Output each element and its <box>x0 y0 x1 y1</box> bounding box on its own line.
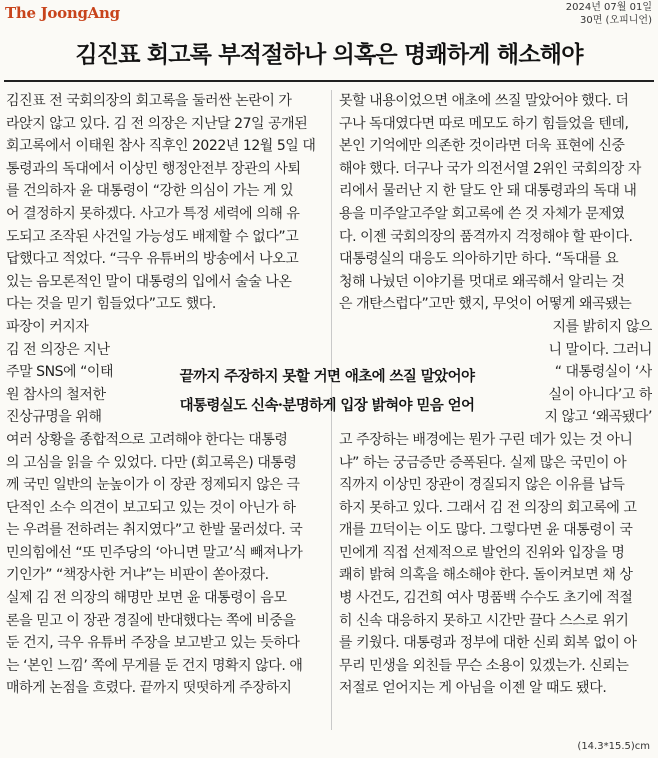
text-line: 해야 했다. 더구나 국가 의전서열 2위인 국회의장 자 <box>339 160 641 177</box>
text-line: 개를 끄덕이는 이도 많다. 그렇다면 윤 대통령이 국 <box>339 522 633 539</box>
text-line: 진상규명을 위해 <box>6 409 102 426</box>
text-line: 매하게 논점을 흐렸다. 끝까지 떳떳하게 주장하지 <box>6 680 292 697</box>
text-line: 민의힘에선 “또 민주당의 ‘아니면 말고’식 빼져나가 <box>6 544 303 561</box>
text-line: 기인가” “책장사한 거냐”는 비판이 쏟아졌다. <box>6 567 269 584</box>
publish-date: 2024년 07월 01일 <box>565 2 652 13</box>
left-block-a <box>6 90 324 316</box>
text-line: 저절로 얻어지는 게 아님을 이젠 알 때도 됐다. <box>339 680 607 697</box>
text-line: 다. 이젠 국회의장의 품격까지 걱정해야 할 판이다. <box>339 228 633 245</box>
text-line: 께 국민 일반의 눈높이가 이 장관 정제되지 않은 극 <box>6 477 300 494</box>
text-line: 의 고심을 읽을 수 있었다. 다만 (회고록은) 대통령 <box>6 454 297 471</box>
text-line: 쾌히 밝혀 의혹을 해소해야 한다. 돌이켜보면 채 상 <box>339 567 633 584</box>
text-line: 대통령실의 대응도 의아하기만 하다. “독대를 요 <box>339 251 619 268</box>
text-line: 민에게 직접 선제적으로 발언의 진위와 입장을 명 <box>339 544 625 561</box>
text-line: 를 건의하자 윤 대통령이 “강한 의심이 가는 게 있 <box>6 183 294 200</box>
text-line: 라앉지 않고 있다. 김 전 의장은 지난달 27일 공개된 <box>6 115 308 132</box>
text-line: 청해 나눴던 이야기를 멋대로 왜곡해서 알리는 것 <box>339 273 625 290</box>
text-line: 니 말이다. 그러니 <box>548 341 652 358</box>
text-line: 주말 SNS에 “이태 <box>6 364 114 381</box>
masthead <box>0 0 658 30</box>
dateline <box>566 1 652 27</box>
text-line: “ 대통령실이 ‘사 <box>554 364 652 381</box>
pull-quote-line-2: 대통령실도 신속·분명하게 입장 밝혀야 믿음 얻어 <box>179 397 475 414</box>
text-line: 못할 내용이었으면 애초에 쓰질 말았어야 했다. 더 <box>339 93 629 109</box>
left-block-c <box>6 429 324 700</box>
pull-quote <box>150 362 504 420</box>
headline-rule <box>4 80 654 82</box>
text-line: 는 ‘본인 느낌’ 쪽에 무게를 둔 건지 명확지 않다. 애 <box>6 657 303 674</box>
newspaper-logo: The JoongAng <box>5 4 120 22</box>
text-line: 를 키웠다. 대통령과 정부에 대한 신뢰 회복 없이 아 <box>339 635 637 652</box>
text-line: 히 신속 대응하지 못하고 시간만 끌다 스스로 위기 <box>339 612 629 629</box>
text-line: 어 결정하지 못하겠다. 사고가 특정 세력에 의해 유 <box>6 205 300 222</box>
text-line: 답했다고 적었다. “극우 유튜버의 방송에서 나오고 <box>6 251 299 268</box>
text-line: 하지 못하고 있다. 그래서 김 전 의장의 회고록에 고 <box>339 499 637 516</box>
right-block-a <box>339 90 652 316</box>
text-line: 파장이 커지자 <box>6 318 89 335</box>
pull-quote-line-1: 끝까지 주장하지 못할 거면 애초에 쓰질 말았어야 <box>179 368 475 385</box>
text-line: 단적인 소수 의견이 보고되고 있는 것이 아닌가 하 <box>6 499 296 516</box>
text-line: 구나 독대였다면 따로 메모도 하기 힘들었을 텐데, <box>339 115 629 132</box>
text-line: 지를 밝히지 않으 <box>552 318 652 335</box>
headline: 김진표 회고록 부적절하나 의혹은 명쾌하게 해소해야 <box>75 41 583 68</box>
text-line: 지 않고 ‘왜곡됐다’ <box>544 409 652 426</box>
text-line: 여러 상황을 종합적으로 고려해야 한다는 대통령 <box>6 431 288 448</box>
text-line: 직까지 이상민 장관이 경질되지 않은 이유를 납득 <box>339 477 625 494</box>
text-line: 둔 건지, 극우 유튜버 주장을 보고받고 있는 듯하다 <box>6 635 300 652</box>
text-line: 실제 김 전 의장의 해명만 보면 윤 대통령이 음모 <box>6 590 287 607</box>
text-line: 냐” 하는 궁금증만 증폭된다. 실제 많은 국민이 아 <box>339 454 627 471</box>
text-line: 있는 음모론적인 말이 대통령의 입에서 술술 나온 <box>6 273 292 290</box>
page-section: 30면 (오피니언) <box>579 15 652 26</box>
text-line: 무리 민생을 외친들 무슨 소용이 있겠는가. 신뢰는 <box>339 657 629 674</box>
right-block-c <box>339 429 652 700</box>
text-line: 병 사건도, 김건희 여사 명품백 수수도 초기에 적절 <box>339 590 633 607</box>
text-line: 고 주장하는 배경에는 뭔가 구린 데가 있는 것 아니 <box>339 431 633 448</box>
text-line: 본인 기억에만 의존한 것이라면 더욱 표현에 신중 <box>339 138 625 155</box>
text-line: 원 참사의 철저한 <box>6 386 106 403</box>
text-line: 용을 미주알고주알 회고록에 쓴 것 자체가 문제였 <box>339 205 625 222</box>
text-line: 도되고 조작된 사건일 가능성도 배제할 수 없다”고 <box>6 228 299 245</box>
text-line: 김 전 의장은 지난 <box>6 341 110 358</box>
text-line: 통령과의 독대에서 이상민 행정안전부 장관의 사퇴 <box>6 160 301 177</box>
text-line: 실이 아니다’고 하 <box>548 386 652 403</box>
text-line: 리에서 물러난 지 한 달도 안 돼 대통령과의 독대 내 <box>339 183 637 200</box>
text-line: 는 우려를 전하려는 취지였다”고 한발 물러섰다. 국 <box>6 522 303 539</box>
text-line: 다는 것을 믿기 힘들었다”고도 했다. <box>6 296 216 313</box>
text-line: 은 개탄스럽다”고만 했지, 무엇이 어떻게 왜곡됐는 <box>339 296 632 313</box>
article-size-note: (14.3*15.5)cm <box>577 741 650 752</box>
text-line: 회고록에서 이태원 참사 직후인 2022년 12월 5일 대 <box>6 138 316 155</box>
text-line: 김진표 전 국회의장의 회고록을 둘러싼 논란이 가 <box>6 93 292 109</box>
text-line: 론을 믿고 이 장관 경질에 반대했다는 쪽에 비중을 <box>6 612 296 629</box>
